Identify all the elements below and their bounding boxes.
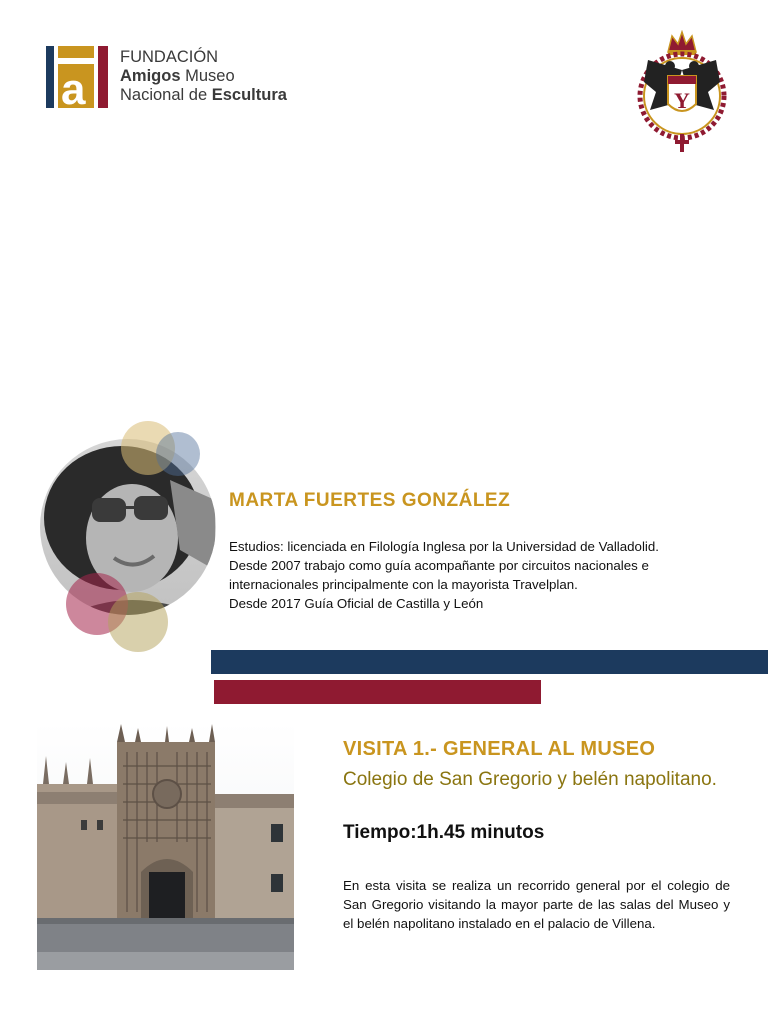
bio-line: Desde 2017 Guía Oficial de Castilla y León bbox=[229, 596, 484, 611]
visit-description: En esta visita se realiza un recorrido general por el colegio de San Gregorio visitando la mayor parte de las salas del Museo y el belén napolitano instalado en el palacio de Villena. bbox=[343, 878, 730, 931]
visit-title: VISITA 1.- GENERAL AL MUSEO bbox=[343, 738, 656, 760]
visit-duration: Tiempo:1h.45 minutos bbox=[343, 822, 545, 843]
logo-line-3: Nacional de Escultura bbox=[120, 86, 287, 104]
bio-line: internacionales principalmente con la mayorista Travelplan. bbox=[229, 577, 578, 592]
foundation-logo-text bbox=[120, 48, 287, 105]
logo-line-2: Amigos Museo bbox=[120, 67, 235, 85]
bio-line: Estudios: licenciada en Filología Inglesa por la Universidad de Valladolid. bbox=[229, 539, 659, 554]
visit-subtitle: Colegio de San Gregorio y belén napolitano. bbox=[343, 769, 717, 790]
foundation-logo-icon bbox=[46, 46, 108, 108]
svg-text:a: a bbox=[61, 65, 86, 108]
coat-of-arms-icon bbox=[634, 30, 730, 154]
guide-bio bbox=[229, 537, 741, 613]
bio-line: Desde 2007 trabajo como guía acompañante por circuitos nacionales e bbox=[229, 558, 649, 573]
san-gregorio-building-photo bbox=[37, 722, 294, 970]
guide-portrait bbox=[40, 420, 220, 655]
crimson-divider-bar bbox=[214, 680, 541, 704]
guide-name: MARTA FUERTES GONZÁLEZ bbox=[229, 490, 511, 511]
svg-text:Y: Y bbox=[674, 88, 690, 113]
logo-line-1: FUNDACIÓN bbox=[120, 48, 219, 66]
navy-divider-bar bbox=[211, 650, 768, 674]
